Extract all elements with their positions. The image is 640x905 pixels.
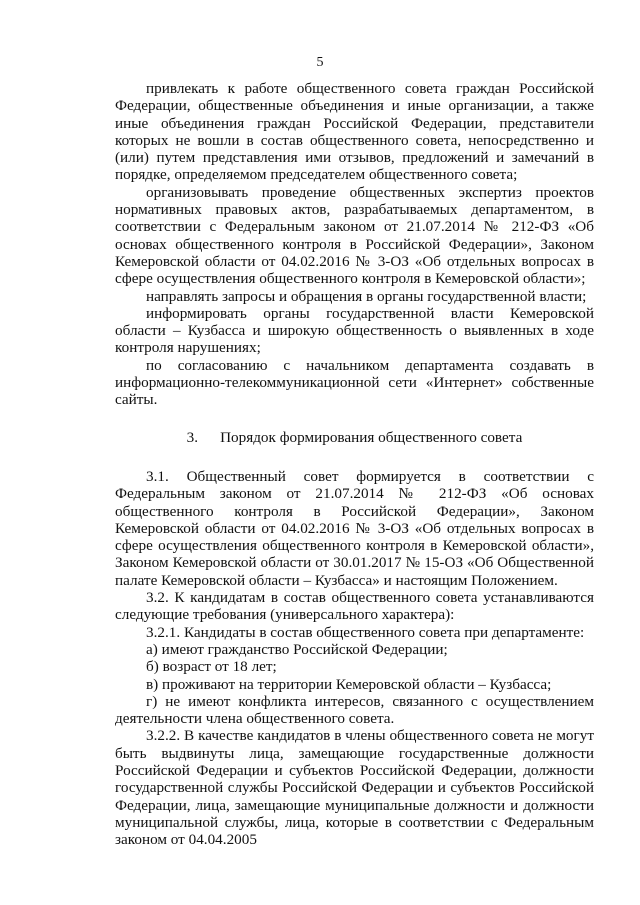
list-item-v: в) проживают на территории Кемеровской области – Кузбасса; [146, 675, 552, 693]
paragraph-3-1: 3.1. Общественный совет формируется в соответствии с Федеральным законом от 21.07.2014 № 212-ФЗ «Об основах общественного контроля в Российской Федерации», Законом Кемеровской области от 04.02.2016 № 3-ОЗ «Об отдельных вопросах в сфере осуществления общественного контроля в Кемеровской области», Законом Кемеровской области от 30.01.2017 № 15-ОЗ «Об Общественной палате Кемеровской области – Кузбасса» и настоящим Положением. [115, 467, 594, 589]
paragraph-public-expertise: организовывать проведение общественных экспертиз проектов нормативных правовых актов, разрабатываемых департаментом, в соответствии с Федеральным законом от 21.07.2014 № 212-ФЗ «Об основах общественного контроля в Российской Федерации», Законом Кемеровской области от 04.02.2016 № 3-ОЗ «Об отдельных вопросах в сфере осуществления общественного контроля в Кемеровской области»; [115, 183, 594, 288]
paragraph-send-requests: направлять запросы и обращения в органы государственной власти; [146, 287, 587, 305]
document-body [115, 80, 594, 848]
paragraph-3-2: 3.2. К кандидатам в состав общественного совета устанавливаются следующие требования (универсального характера): [115, 589, 594, 624]
paragraph-3-2-1: 3.2.1. Кандидаты в состав общественного совета при департаменте: [146, 623, 585, 641]
page-number: 5 [316, 55, 324, 70]
paragraph-create-websites: по согласованию с начальником департамента создавать в информационно-телекоммуникационной сети «Интернет» собственные сайты. [115, 356, 594, 409]
section-title: Порядок формирования общественного совета [220, 428, 523, 446]
paragraph-3-2-2: 3.2.2. В качестве кандидатов в члены общественного совета не могут быть выдвинуты лица, замещающие государственные должности Российской Федерации и субъектов Российской Федерации, должности государственной службы Российской Федерации и субъектов Российской Федерации, лица, замещающие муниципальные должности и должности муниципальной службы, лица, которые в соответствии с Федеральным законом от 04.04.2005 [115, 727, 594, 849]
list-item-b: б) возраст от 18 лет; [146, 658, 277, 676]
section-heading [115, 429, 594, 446]
section-number: 3. [186, 428, 199, 446]
list-item-g: г) не имеют конфликта интересов, связанного с осуществлением деятельности члена общественного совета. [115, 692, 594, 728]
list-item-a: а) имеют гражданство Российской Федерации; [146, 640, 448, 658]
paragraph-involve-citizens: привлекать к работе общественного совета граждан Российской Федерации, общественные объединения и иные организации, а также иные объединения граждан Российской Федерации, представители которых не вошли в состав общественного совета, непосредственно и (или) путем представления ими отзывов, предложений и замечаний в порядке, определяемом председателем общественного совета; [115, 80, 594, 184]
paragraph-inform-authorities: информировать органы государственной власти Кемеровской области – Кузбасса и широкую общественность о выявленных в ходе контроля нарушениях; [115, 304, 594, 357]
